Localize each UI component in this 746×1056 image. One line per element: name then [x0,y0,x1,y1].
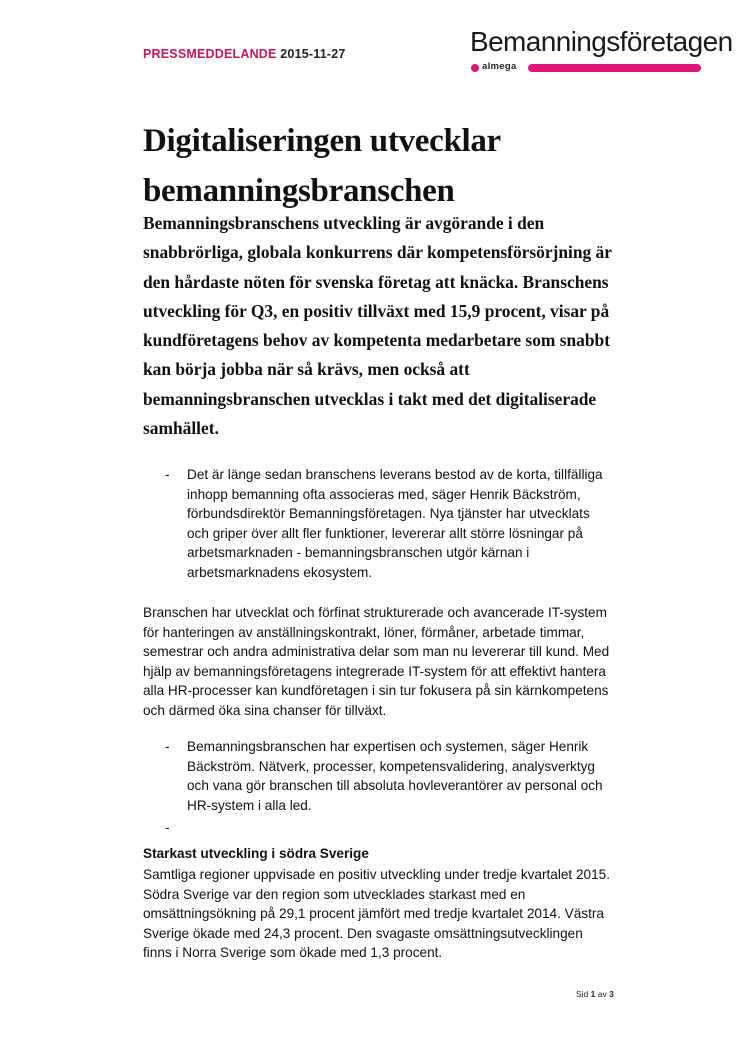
bullet-dash: - [165,739,170,754]
section-heading: Starkast utveckling i södra Sverige [143,846,369,861]
page-number [576,989,614,999]
bullet-dash: - [165,467,170,482]
logo-name: Bemanningsföretagen [470,26,733,57]
quote-bullet-2 [165,737,615,815]
document-date: 2015-11-27 [280,47,346,61]
bullet-dash: - [165,820,170,835]
bemanningsforetagen-logo [470,26,733,74]
press-release-header [143,47,346,61]
page-prefix: Sid [576,989,589,999]
logo-dot-icon [471,64,479,72]
logo-bar [528,64,701,72]
logo-sub: almega [482,61,517,72]
bullet-text: Det är länge sedan branschens leverans bestod av de korta, tillfälliga inhopp bemanning ofta associeras med, säger Henrik Bäckström, förbundsdirektör Bemanningsföretagen. Nya tjänster har utvecklats och griper över allt fler funktioner, levererar allt större lösningar på arbetsmarknaden - bemanningsbranschen utgör kärnan i arbetsmarknadens ekosystem. [187,467,603,580]
lead-paragraph: Bemanningsbranschens utveckling är avgörande i den snabbrörliga, globala konkurrens där kompetensförsörjning är den hårdaste nöten för svenska företag att knäcka. Branschens utveckling för Q3, en positiv tillväxt med 15,9 procent, visar på kundföretagens behov av kompetenta medarbetare som snabbt kan börja jobba när så krävs, men också att bemanningsbranschen utvecklas i takt med det digitaliserade samhället. [143,213,612,439]
page-total: 3 [609,989,614,999]
page-current: 1 [590,989,596,999]
document-kind: PRESSMEDDELANDE [143,47,277,61]
page-title: Digitaliseringen utvecklar bemanningsbranschen [143,123,501,209]
page-sep: av [597,989,607,999]
body-paragraph-1: Branschen har utvecklat och förfinat strukturerade och avancerade IT-system för hanteringen av anställningskontrakt, löner, förmåner, arbetade timmar, semestrar och andra administrativa delar som man nu levererar till kund. Med hjälp av bemanningsföretagens integrerade IT-system för att effektivt hantera alla HR-processer kan kundföretagen i sin tur fokusera på sin kärnkompetens och därmed öka sina chanser för tillväxt. [143,605,610,718]
body-paragraph-2: Samtliga regioner uppvisade en positiv utveckling under tredje kvartalet 2015. Södra Sverige var den region som utvecklades starkast med en omsättningsökning på 29,1 procent jämfört med tredje kvartalet 2014. Västra Sverige ökade med 24,3 procent. Den svagaste omsättningsutvecklingen finns i Norra Sverige som ökade med 1,3 procent. [143,867,610,960]
quote-bullet-1 [165,465,615,582]
bullet-text: Bemanningsbranschen har expertisen och systemen, säger Henrik Bäckström. Nätverk, processer, kompetensvalidering, analysverktyg och vana gör branschen till absoluta hovleverantörer av personal och HR-system i alla led. [187,739,603,813]
